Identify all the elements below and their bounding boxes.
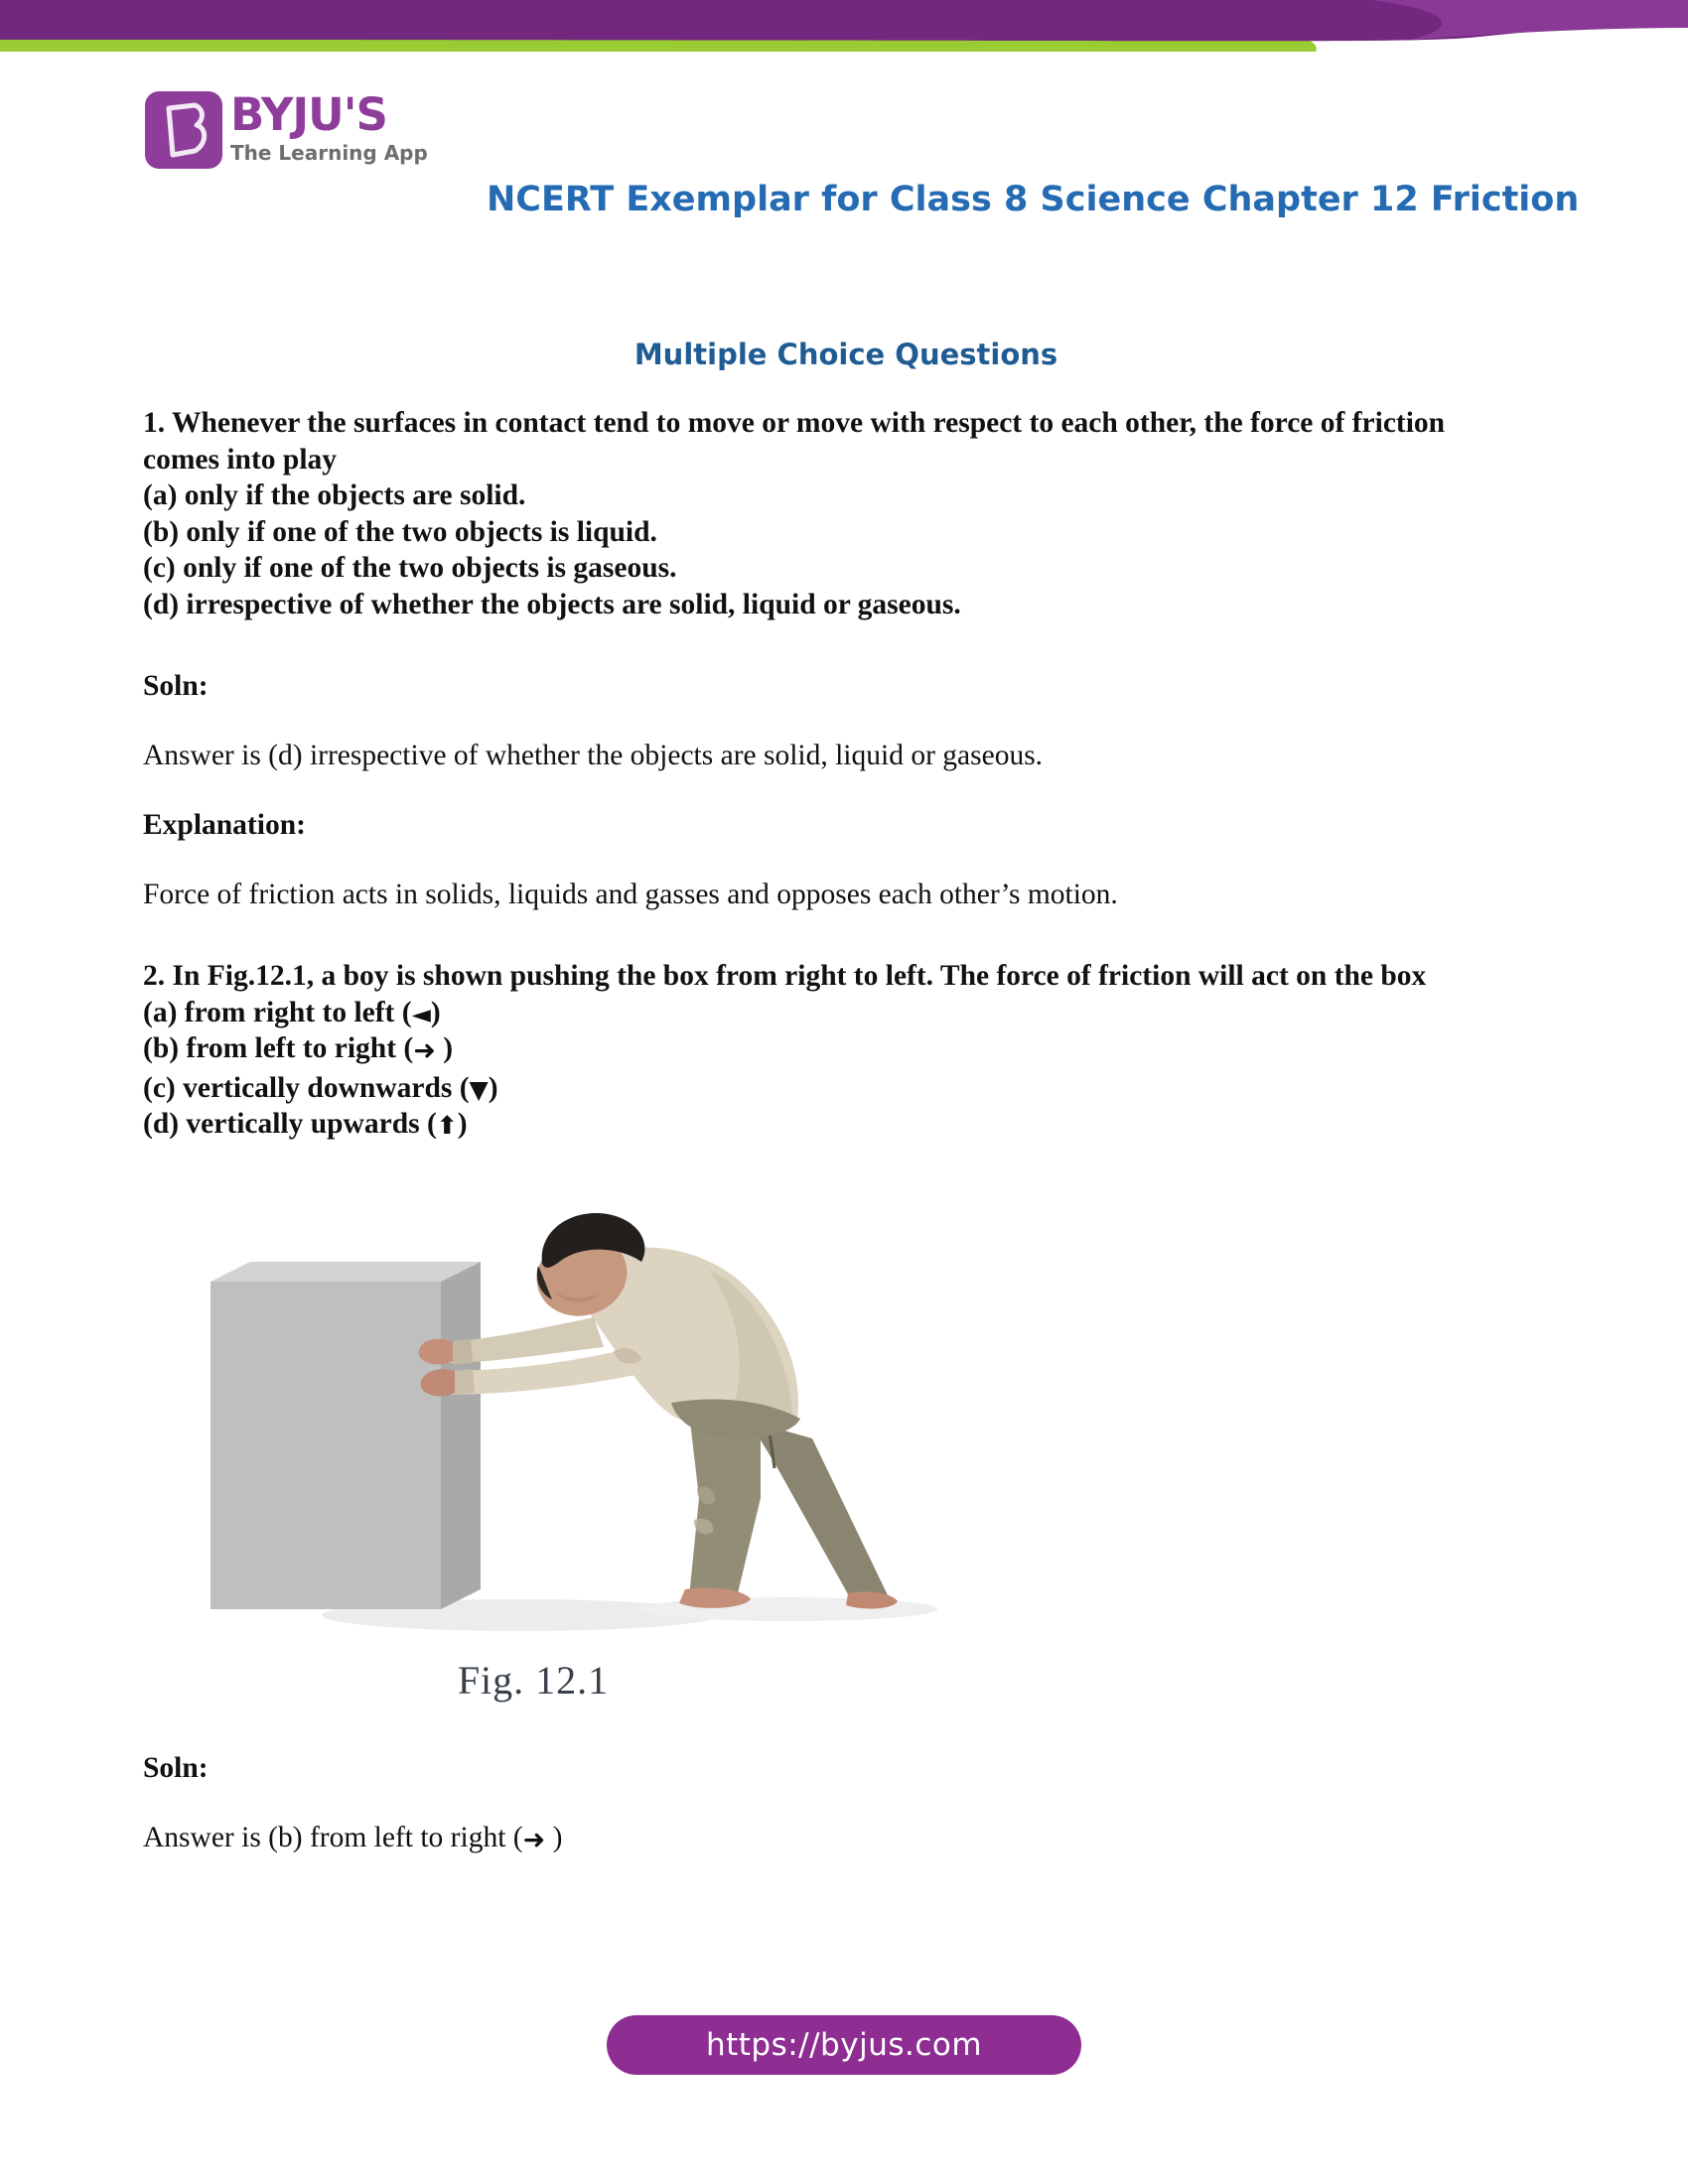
spacer bbox=[143, 773, 1549, 807]
brand-name: BYJU'S bbox=[230, 88, 387, 141]
question-1-soln-label: Soln: bbox=[143, 670, 209, 702]
arrow-down-icon: ▼ bbox=[469, 1074, 489, 1104]
box-top-face bbox=[211, 1262, 481, 1282]
arrow-right-icon: ➜ bbox=[522, 1824, 546, 1855]
masthead bbox=[0, 77, 1688, 219]
spacer bbox=[143, 1716, 1549, 1750]
grey-box bbox=[211, 1262, 481, 1609]
question-2-option-d-close: ) bbox=[457, 1108, 468, 1140]
question-1-option-c: (c) only if one of the two objects is gaseous. bbox=[143, 552, 677, 584]
question-2-answer bbox=[143, 1820, 1549, 1858]
spacer bbox=[143, 704, 1549, 738]
question-2-soln-label: Soln: bbox=[143, 1751, 209, 1784]
question-1 bbox=[143, 405, 1549, 622]
question-1-answer-text: Answer is (d) irrespective of whether the objects are solid, liquid or gaseous. bbox=[143, 740, 1044, 771]
wrist-cuff-lower bbox=[455, 1369, 475, 1395]
question-2-option-d-text: (d) vertically upwards ( bbox=[143, 1108, 437, 1140]
question-2-option-b bbox=[143, 1030, 1549, 1070]
spacer bbox=[143, 1786, 1549, 1820]
question-1-explanation-label: Explanation: bbox=[143, 809, 306, 841]
question-2 bbox=[143, 958, 1549, 1143]
question-2-option-a-close: ) bbox=[430, 996, 441, 1028]
question-2-answer-prefix: Answer is (b) from left to right ( bbox=[143, 1821, 523, 1853]
rear-leg bbox=[749, 1421, 888, 1601]
question-1-option-a: (a) only if the objects are solid. bbox=[143, 479, 526, 511]
question-2-option-c-text: (c) vertically downwards ( bbox=[143, 1071, 470, 1104]
question-1-option-b: (b) only if one of the two objects is liquid. bbox=[143, 515, 657, 548]
brand-wordmark bbox=[230, 88, 439, 165]
document-content bbox=[143, 338, 1549, 1858]
rear-foot bbox=[846, 1591, 898, 1608]
header-bands-svg bbox=[0, 0, 1688, 60]
arrow-up-icon: ⬆ bbox=[436, 1111, 458, 1140]
boy-pushing-box-illustration bbox=[193, 1200, 967, 1657]
figure-caption: Fig. 12.1 bbox=[457, 1657, 610, 1703]
header-decoration-bands bbox=[0, 0, 1688, 60]
arrow-right-icon: ➜ bbox=[413, 1035, 436, 1066]
question-1-stem-line-2: comes into play bbox=[143, 443, 338, 476]
question-1-explanation-text: Force of friction acts in solids, liquids and gasses and opposes each other’s motion. bbox=[143, 879, 1118, 910]
question-1-option-d: (d) irrespective of whether the objects are solid, liquid or gaseous. bbox=[143, 588, 961, 620]
brand-tagline: The Learning App bbox=[230, 141, 428, 165]
wrist-cuff-upper bbox=[453, 1339, 473, 1365]
spacer bbox=[143, 843, 1549, 877]
box-side-face bbox=[441, 1262, 481, 1609]
question-1-stem-line-1: 1. Whenever the surfaces in contact tend to move or move with respect to each other, the force of friction bbox=[143, 407, 1446, 439]
spacer bbox=[143, 622, 1549, 668]
boy-figure bbox=[419, 1213, 898, 1608]
question-2-option-d bbox=[143, 1106, 1549, 1143]
box-front-face bbox=[211, 1282, 441, 1609]
question-2-option-b-text: (b) from left to right ( bbox=[143, 1032, 414, 1064]
front-leg bbox=[689, 1413, 761, 1597]
question-2-option-a-text: (a) from right to left ( bbox=[143, 996, 412, 1028]
question-2-option-b-close: ) bbox=[435, 1032, 454, 1064]
byjus-logo-icon bbox=[145, 91, 222, 169]
question-2-stem: 2. In Fig.12.1, a boy is shown pushing the box from right to left. The force of friction will act on the box bbox=[143, 960, 1427, 992]
question-2-option-a bbox=[143, 995, 1549, 1031]
question-2-answer-suffix: ) bbox=[545, 1821, 563, 1853]
section-heading: Multiple Choice Questions bbox=[633, 338, 1058, 371]
figure-12-1 bbox=[143, 1200, 1549, 1716]
spacer bbox=[143, 912, 1549, 958]
question-2-option-c bbox=[143, 1070, 1549, 1107]
page-title: NCERT Exemplar for Class 8 Science Chapter 12 Friction bbox=[487, 180, 1580, 219]
arrow-left-icon: ◄ bbox=[411, 999, 431, 1028]
logo-b-glyph bbox=[145, 91, 222, 169]
question-2-option-c-close: ) bbox=[488, 1071, 498, 1104]
byjus-url-button[interactable]: https://byjus.com bbox=[607, 2015, 1081, 2075]
